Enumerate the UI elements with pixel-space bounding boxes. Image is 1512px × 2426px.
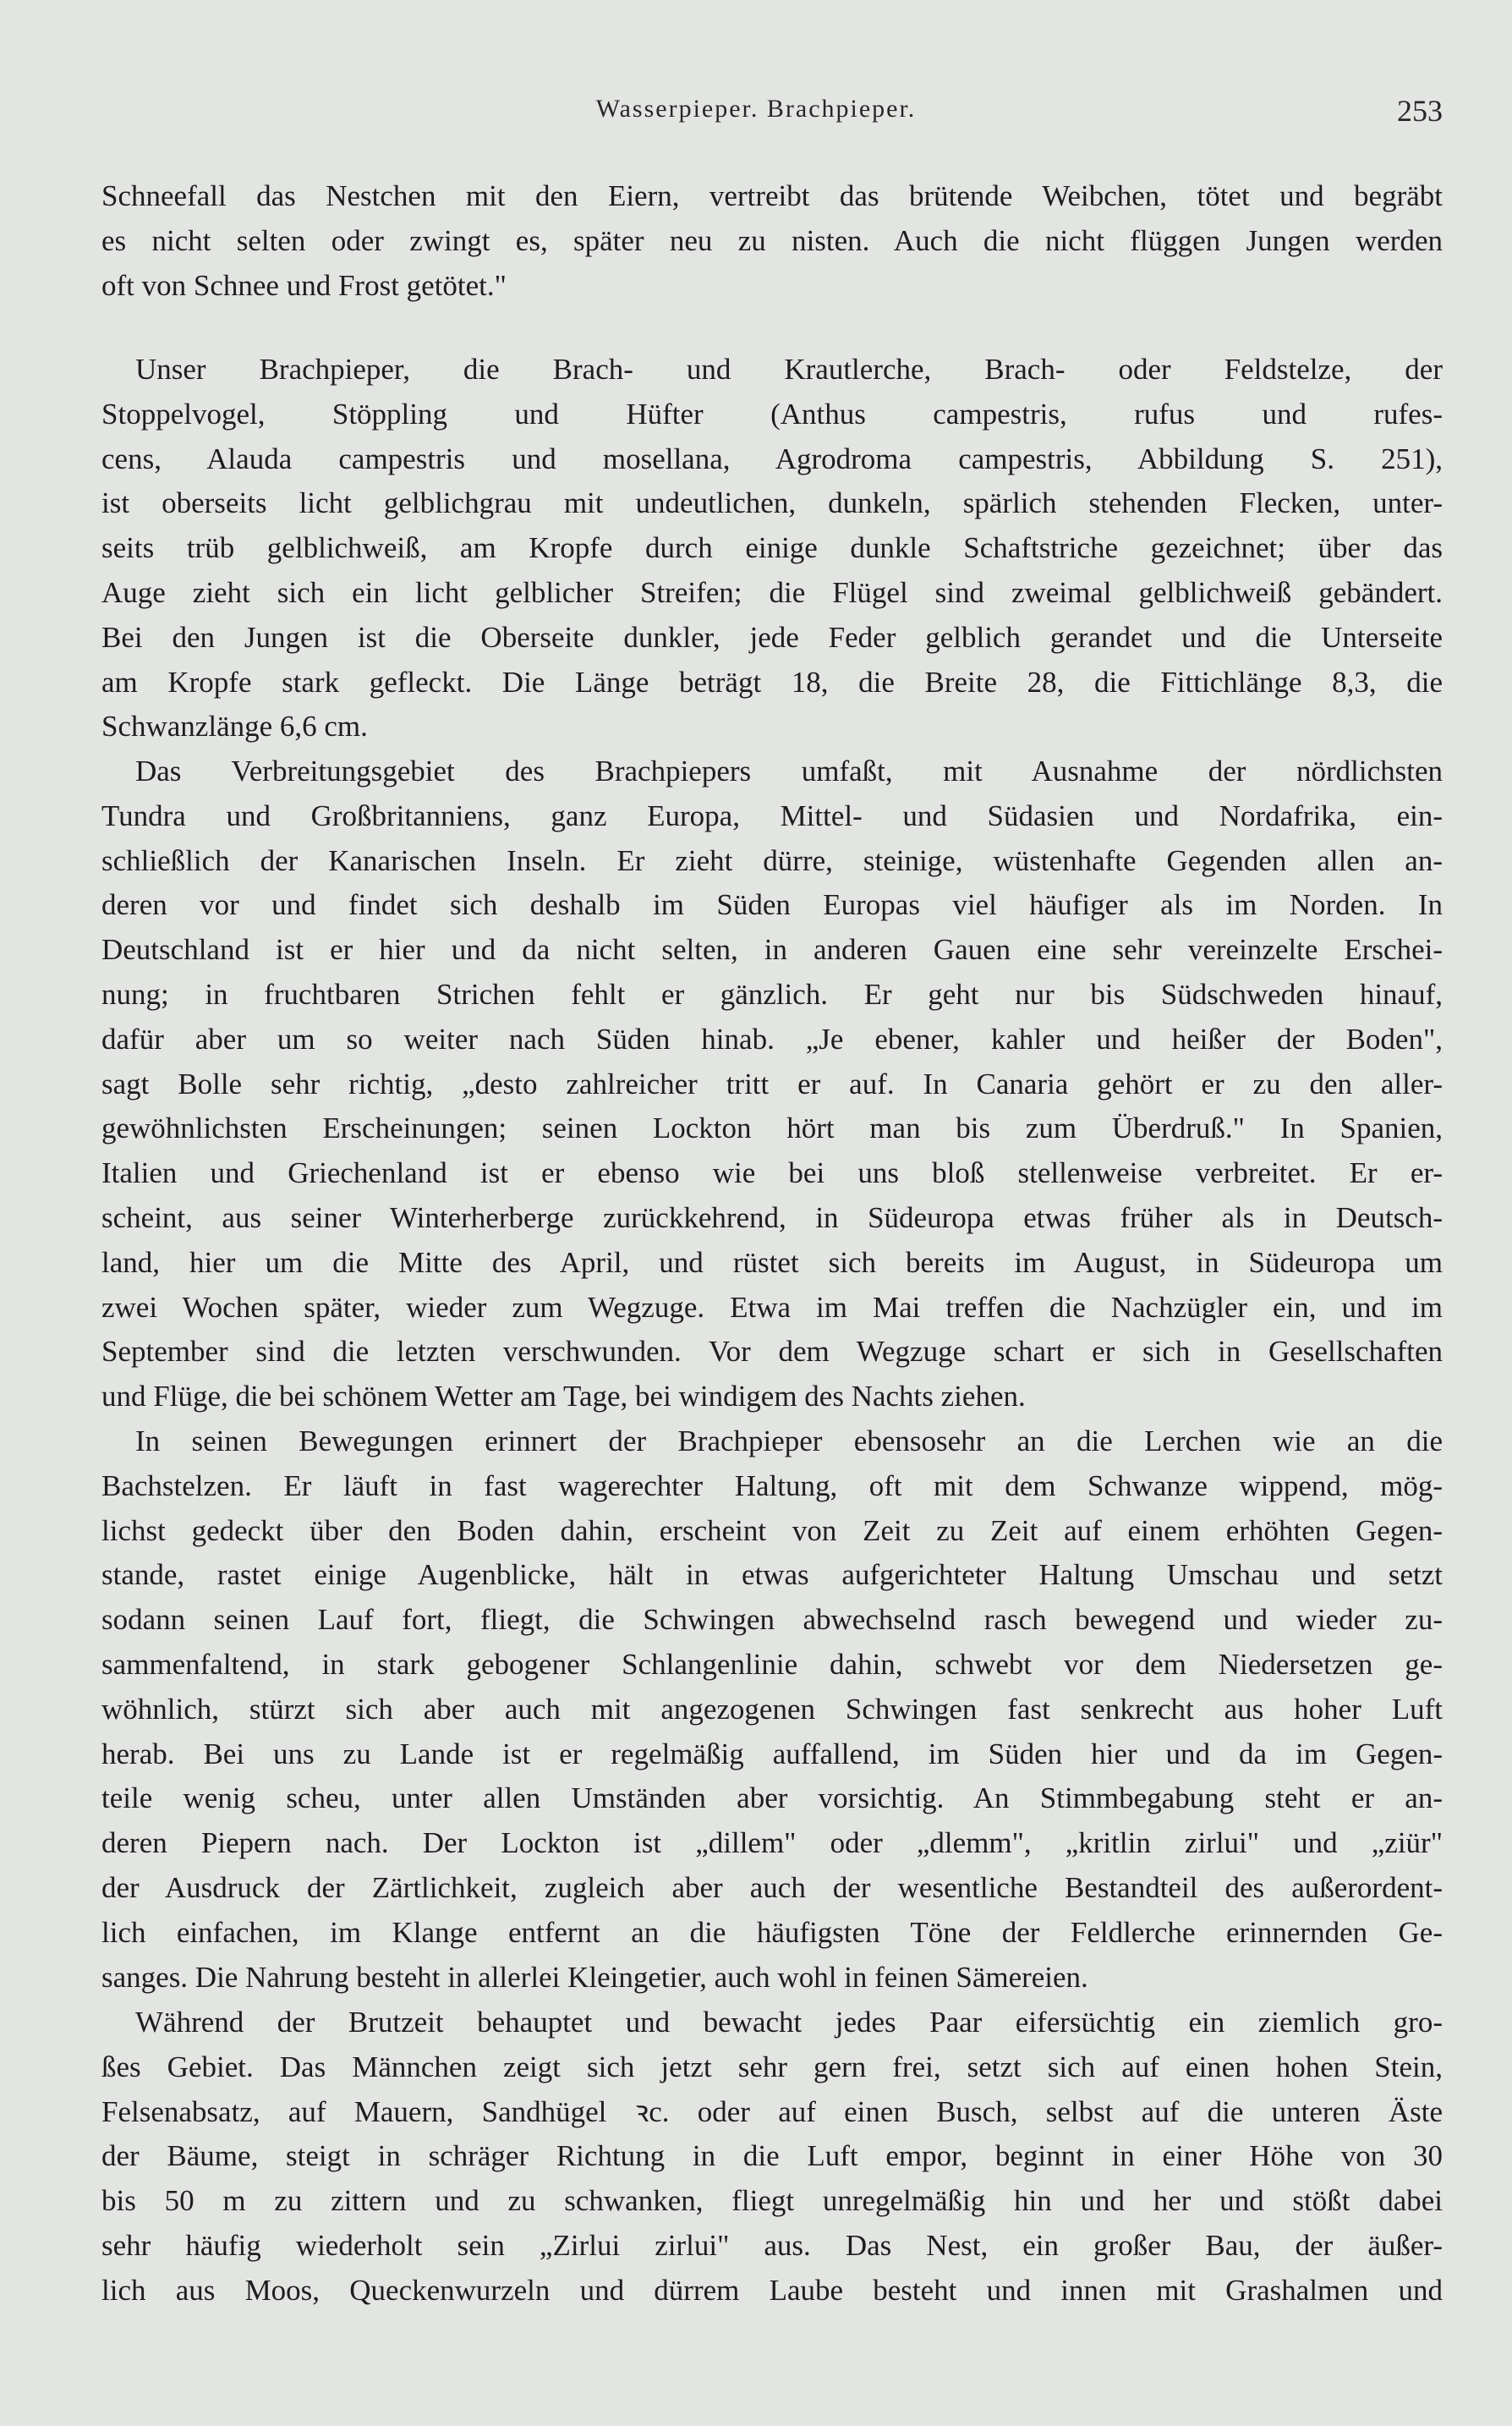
text-line: wöhnlich, stürzt sich aber auch mit angezogenen Schwingen fast senkrecht aus hoher Luft: [101, 1692, 1443, 1726]
text-line: der Ausdruck der Zärtlichkeit, zugleich aber auch der wesentliche Bestandteil des außerordent-: [101, 1870, 1443, 1904]
text-line: cens, Alauda campestris und mosellana, Agrodroma campestris, Abbildung S. 251),: [101, 442, 1443, 475]
text-line: herab. Bei uns zu Lande ist er regelmäßig auffallend, im Süden hier und da im Gegen-: [101, 1737, 1443, 1770]
text-line: Italien und Griechenland ist er ebenso wie bei uns bloß stellenweise verbreitet. Er er-: [101, 1156, 1443, 1190]
text-line: schließlich der Kanarischen Inseln. Er zieht dürre, steinige, wüstenhafte Gegenden allen an-: [101, 843, 1443, 877]
paragraph: [101, 2001, 1443, 2313]
text-line: Auge zieht sich ein licht gelblicher Streifen; die Flügel sind zweimal gelblichweiß gebändert.: [101, 575, 1443, 609]
running-title: Wasserpieper. Brachpieper.: [595, 95, 917, 123]
text-line: lich einfachen, im Klange entfernt an die häufigsten Töne der Feldlerche erinnernden Ge-: [101, 1915, 1443, 1949]
text-line: dafür aber um so weiter nach Süden hinab. „Je ebener, kahler und heißer der Boden",: [101, 1022, 1443, 1056]
text-line: scheint, aus seiner Winterherberge zurückkehrend, in Südeuropa etwas früher als in Deutsch-: [101, 1200, 1443, 1234]
text-line: deren vor und findet sich deshalb im Süden Europas viel häufiger als im Norden. In: [101, 888, 1443, 922]
text-line: bis 50 m zu zittern und zu schwanken, fliegt unregelmäßig hin und her und stößt dabei: [101, 2184, 1443, 2218]
text-line: Das Verbreitungsgebiet des Brachpiepers umfaßt, mit Ausnahme der nördlichsten: [135, 755, 1443, 788]
text-line: der Bäume, steigt in schräger Richtung in die Luft empor, beginnt in einer Höhe von 30: [101, 2139, 1443, 2173]
text-line: nung; in fruchtbaren Strichen fehlt er gänzlich. Er geht nur bis Südschweden hinauf,: [101, 977, 1443, 1011]
paragraph: [101, 749, 1443, 1419]
paragraph: [101, 1419, 1443, 2000]
text-line: ßes Gebiet. Das Männchen zeigt sich jetzt sehr gern frei, setzt sich auf einen hohen Stein,: [101, 2050, 1443, 2083]
text-line: sagt Bolle sehr richtig, „desto zahlreicher tritt er auf. In Canaria gehört er zu den aller-: [101, 1067, 1443, 1100]
text-line: Schneefall das Nestchen mit den Eiern, vertreibt das brütende Weibchen, tötet und begräbt: [101, 179, 1443, 212]
text-line: Felsenabsatz, auf Mauern, Sandhügel ꝛc. oder auf einen Busch, selbst auf die unteren Äste: [101, 2094, 1443, 2128]
text-line: seits trüb gelblichweiß, am Kropfe durch einige dunkle Schaftstriche gezeichnet; über das: [101, 531, 1443, 565]
text-line: gewöhnlichsten Erscheinungen; seinen Lockton hört man bis zum Überdruß." In Spanien,: [101, 1111, 1443, 1145]
text-line: Bachstelzen. Er läuft in fast wagerechter Haltung, oft mit dem Schwanze wippend, mög-: [101, 1468, 1443, 1502]
text-line: und Flüge, die bei schönem Wetter am Tage, bei windigem des Nachts ziehen.: [101, 1380, 1026, 1413]
text-line: sehr häufig wiederholt sein „Zirlui zirlui" aus. Das Nest, ein großer Bau, der äußer-: [101, 2228, 1443, 2262]
text-line: Unser Brachpieper, die Brach- und Krautlerche, Brach- oder Feldstelze, der: [135, 353, 1443, 386]
text-line: lich aus Moos, Queckenwurzeln und dürrem Laube besteht und innen mit Grashalmen und: [101, 2273, 1443, 2307]
text-line: teile wenig scheu, unter allen Umständen aber vorsichtig. An Stimmbegabung steht er an-: [101, 1781, 1443, 1815]
text-line: Bei den Jungen ist die Oberseite dunkler, jede Feder gelblich gerandet und die Unterseite: [101, 620, 1443, 654]
text-line: deren Piepern nach. Der Lockton ist „dillem" oder „dlemm", „kritlin zirlui" und „ziür": [101, 1826, 1443, 1860]
text-line: sodann seinen Lauf fort, fliegt, die Schwingen abwechselnd rasch bewegend und wieder zu-: [101, 1603, 1443, 1637]
text-line: ist oberseits licht gelblichgrau mit undeutlichen, dunkeln, spärlich stehenden Flecken, unter-: [101, 486, 1443, 520]
text-line: Tundra und Großbritanniens, ganz Europa, Mittel- und Südasien und Nordafrika, ein-: [101, 799, 1443, 832]
text-line: Während der Brutzeit behauptet und bewacht jedes Paar eifersüchtig ein ziemlich gro-: [135, 2006, 1443, 2039]
text-line: Schwanzlänge 6,6 cm.: [101, 710, 368, 744]
text-line: land, hier um die Mitte des April, und rüstet sich bereits im August, in Südeuropa um: [101, 1245, 1443, 1279]
text-line: zwei Wochen später, wieder zum Wegzuge. Etwa im Mai treffen die Nachzügler ein, und im: [101, 1290, 1443, 1324]
text-line: sammenfaltend, in stark gebogener Schlangenlinie dahin, schwebt vor dem Niedersetzen ge-: [101, 1647, 1443, 1681]
text-line: am Kropfe stark gefleckt. Die Länge beträgt 18, die Breite 28, die Fittichlänge 8,3, die: [101, 665, 1443, 699]
text-line: oft von Schnee und Frost getötet.": [101, 268, 507, 302]
text-line: sanges. Die Nahrung besteht in allerlei Kleingetier, auch wohl in feinen Sämereien.: [101, 1960, 1088, 1994]
text-line: lichst gedeckt über den Boden dahin, erscheint von Zeit zu Zeit auf einem erhöhten Gegen-: [101, 1513, 1443, 1547]
text-line: stande, rastet einige Augenblicke, hält in etwas aufgerichteter Haltung Umschau und setzt: [101, 1558, 1443, 1592]
paragraph: [101, 174, 1443, 308]
text-line: Deutschland ist er hier und da nicht selten, in anderen Gauen eine sehr vereinzelte Erschei-: [101, 933, 1443, 967]
text-line: Stoppelvogel, Stöppling und Hüfter (Anthus campestris, rufus und rufes-: [101, 397, 1443, 431]
text-line: September sind die letzten verschwunden. Vor dem Wegzuge schart er sich in Gesellschaften: [101, 1335, 1443, 1369]
page-number: 253: [1397, 94, 1443, 128]
text-line: es nicht selten oder zwingt es, später neu zu nisten. Auch die nicht flüggen Jungen werden: [101, 223, 1443, 257]
text-line: In seinen Bewegungen erinnert der Brachpieper ebensosehr an die Lerchen wie an die: [135, 1424, 1443, 1457]
paragraph: [101, 348, 1443, 749]
